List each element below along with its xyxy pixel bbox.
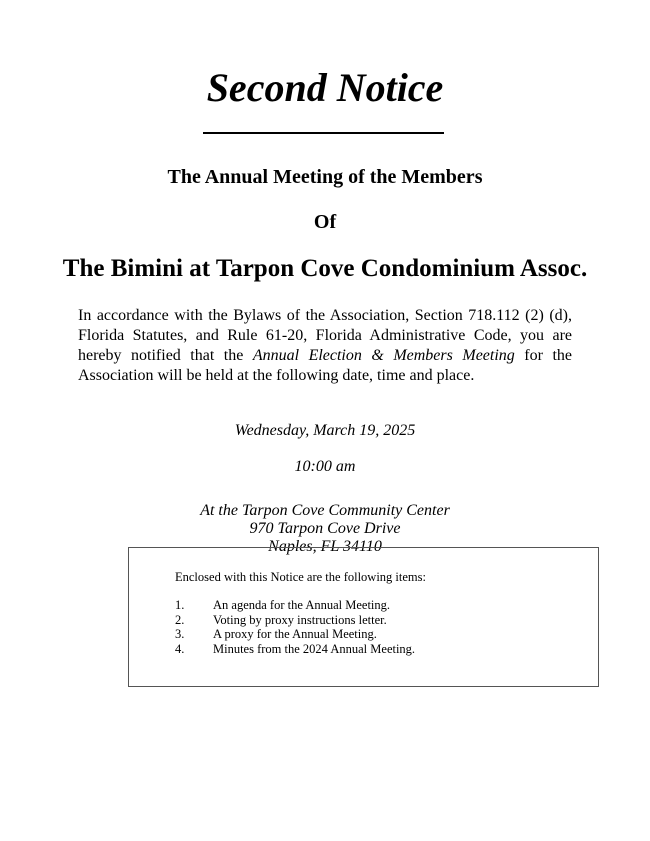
item-number: 1. xyxy=(175,598,185,612)
enclosures-list xyxy=(175,598,415,656)
subtitle-meeting: The Annual Meeting of the Members xyxy=(167,166,483,188)
meeting-date: Wednesday, March 19, 2025 xyxy=(234,422,416,439)
subtitle-association: The Bimini at Tarpon Cove Condominium Assoc. xyxy=(62,255,588,282)
enclosures-box xyxy=(128,547,599,687)
subtitle-of: Of xyxy=(313,211,337,233)
paragraph-text-end: for the Association will be held at the following date, time and place. xyxy=(78,347,573,384)
title-underline xyxy=(203,132,444,134)
address-line: Naples, FL 34110 xyxy=(268,538,382,555)
item-text: A proxy for the Annual Meeting. xyxy=(213,627,377,641)
list-item xyxy=(175,613,415,628)
item-number: 2. xyxy=(175,612,185,627)
item-number: 3. xyxy=(175,627,185,641)
list-item xyxy=(175,642,415,657)
item-number: 4. xyxy=(175,641,185,656)
address-line: At the Tarpon Cove Community Center xyxy=(200,502,450,519)
item-text: Minutes from the 2024 Annual Meeting. xyxy=(213,641,416,656)
address-line: 970 Tarpon Cove Drive xyxy=(249,520,401,537)
meeting-time: 10:00 am xyxy=(294,458,356,475)
paragraph-emphasis: Annual Election & Members Meeting xyxy=(252,347,515,364)
notice-title: Second Notice xyxy=(206,65,444,110)
list-item xyxy=(175,627,415,642)
item-text: An agenda for the Annual Meeting. xyxy=(213,598,391,612)
item-text: Voting by proxy instructions letter. xyxy=(213,612,387,627)
enclosures-heading: Enclosed with this Notice are the following items: xyxy=(175,570,426,584)
notice-paragraph xyxy=(78,306,572,386)
paragraph-text: In accordance with the Bylaws of the Association, Section 718.112 (2) (d), Florida Statutes, and Rule 61-20, Florida Administrative Code, you are hereby notified that the xyxy=(78,307,572,364)
list-item xyxy=(175,598,415,613)
